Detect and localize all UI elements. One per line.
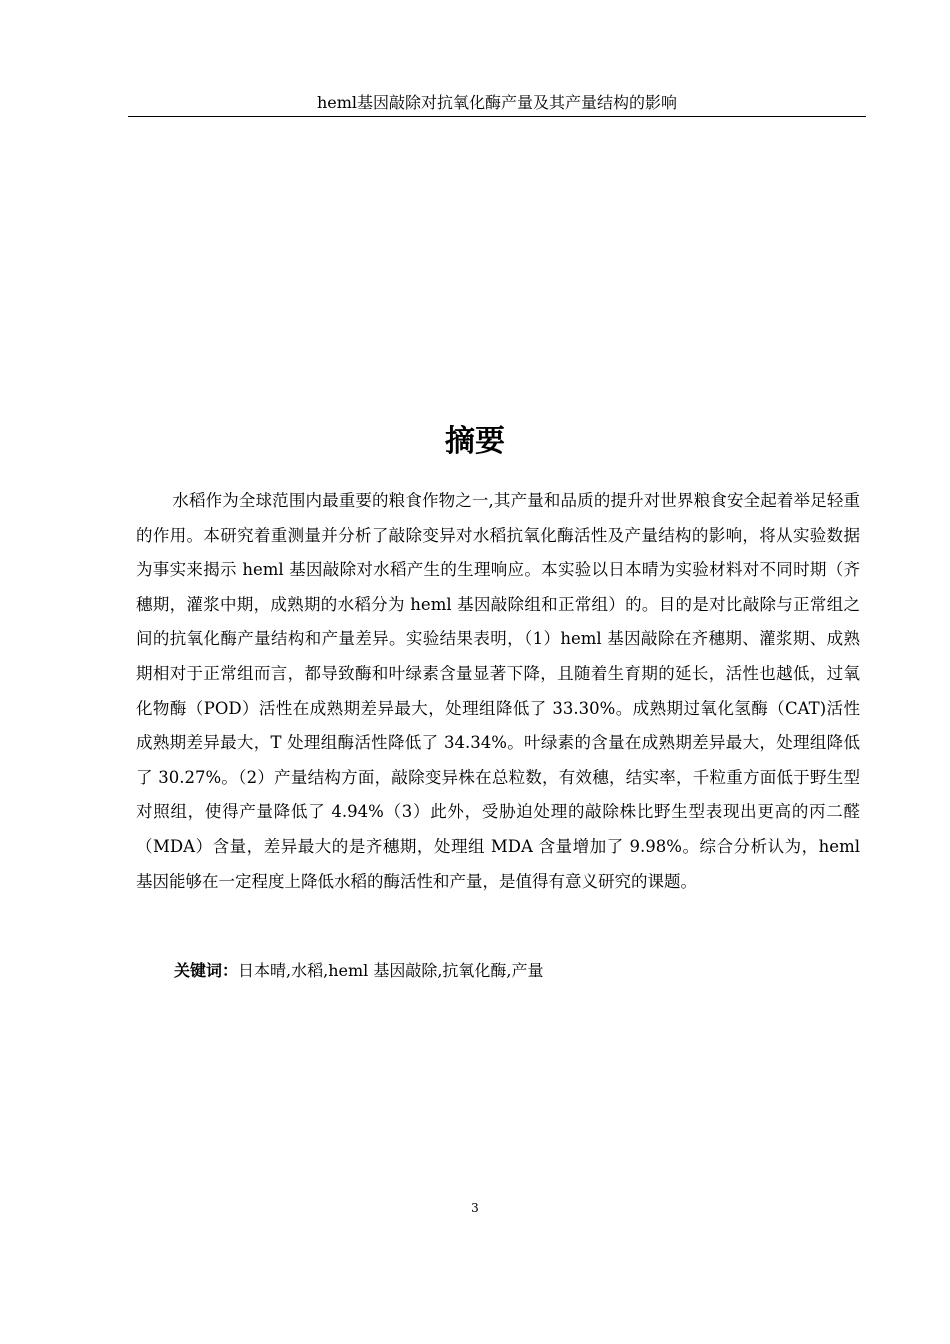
abstract-body: 水稻作为全球范围内最重要的粮食作物之一,其产量和品质的提升对世界粮食安全起着举足轻重的作用。本研究着重测量并分析了敲除变异对水稻抗氧化酶活性及产量结构的影响，将从实验数据为事实来揭示 heml 基因敲除对水稻产生的生理响应。本实验以日本晴为实验材料对不同时期（齐穗期，灌浆中期，成熟期的水稻分为 heml 基因敲除组和正常组）的。目的是对比敲除与正常组之间的抗氧化酶产量结构和产量差异。实验结果表明，（1）heml 基因敲除在齐穗期、灌浆期、成熟期相对于正常组而言，都导致酶和叶绿素含量显著下降，且随着生育期的延长，活性也越低，过氧化物酶（POD）活性在成熟期差异最大，处理组降低了 33.30%。成熟期过氧化氢酶（CAT)活性成熟期差异最大，T 处理组酶活性降低了 34.34%。叶绿素的含量在成熟期差异最大，处理组降低了 30.27%。（2）产量结构方面，敲除变异株在总粒数，有效穗，结实率，千粒重方面低于野生型对照组，使得产量降低了 4.94%（3）此外，受胁迫处理的敲除株比野生型表现出更高的丙二醛（MDA）含量，差异最大的是齐穗期，处理组 MDA 含量增加了 9.98%。综合分析认为，heml 基因能够在一定程度上降低水稻的酶活性和产量，是值得有意义研究的课题。 <box>136 491 860 891</box>
keywords-list: 日本晴,水稻,heml 基因敲除,抗氧化酶,产量 <box>238 961 544 980</box>
keywords-line <box>174 955 864 987</box>
keywords-label: 关键词： <box>174 961 239 980</box>
header-rule <box>128 116 866 117</box>
abstract-title: 摘要 <box>445 424 505 459</box>
page-number: 3 <box>471 1201 479 1215</box>
running-header: heml基因敲除对抗氧化酶产量及其产量结构的影响 <box>316 93 678 112</box>
